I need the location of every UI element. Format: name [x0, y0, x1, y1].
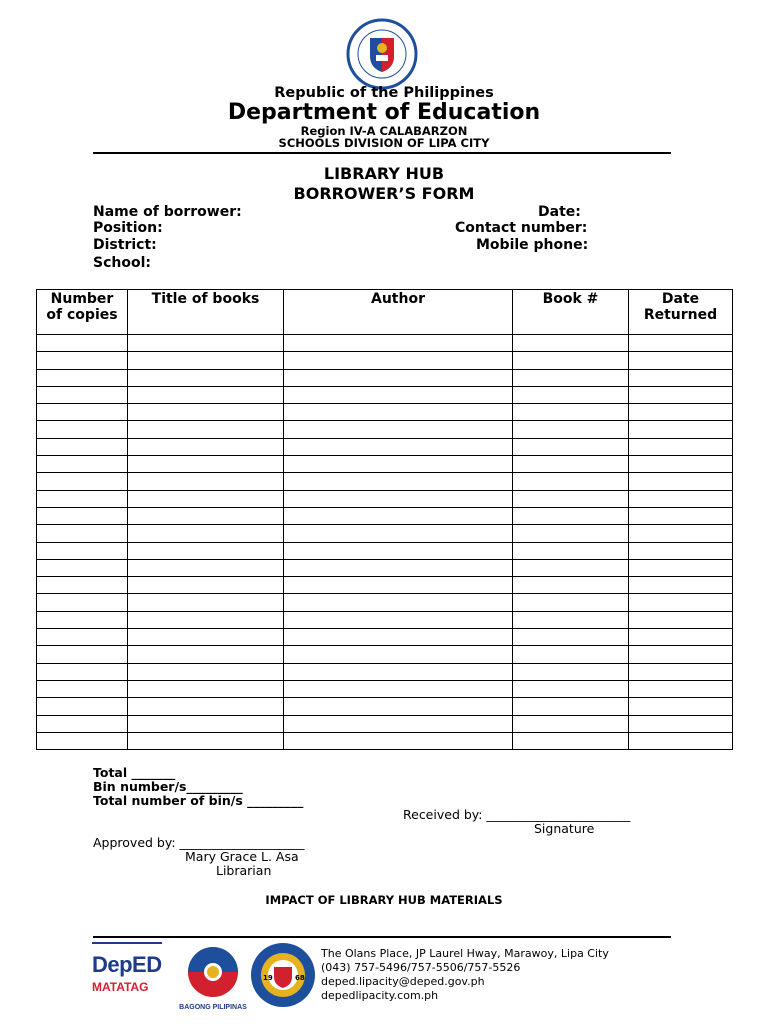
field-contact-number: Contact number: — [455, 220, 588, 236]
table-cell — [37, 594, 128, 611]
division-seal-logo — [250, 942, 316, 1008]
table-cell — [284, 490, 513, 507]
table-cell — [513, 421, 629, 438]
table-cell — [513, 473, 629, 490]
table-cell — [37, 525, 128, 542]
table-cell — [629, 577, 733, 594]
table-cell — [284, 525, 513, 542]
table-row — [37, 352, 733, 369]
table-cell — [284, 680, 513, 697]
table-cell — [629, 715, 733, 732]
table-cell — [513, 386, 629, 403]
deped-logo-text: DepED — [92, 952, 162, 977]
table-cell — [284, 507, 513, 524]
table-cell — [37, 369, 128, 386]
table-cell — [128, 438, 284, 455]
table-cell — [629, 698, 733, 715]
table-row — [37, 369, 733, 386]
table-cell — [37, 646, 128, 663]
table-cell — [513, 525, 629, 542]
table-row — [37, 611, 733, 628]
table-cell — [629, 611, 733, 628]
table-cell — [128, 542, 284, 559]
table-cell — [37, 629, 128, 646]
department-title: Department of Education — [227, 100, 541, 125]
table-cell — [513, 577, 629, 594]
table-cell — [629, 663, 733, 680]
table-cell — [629, 680, 733, 697]
table-cell — [37, 456, 128, 473]
col-author: Author — [284, 290, 513, 335]
table-cell — [284, 629, 513, 646]
borrowed-books-table — [36, 289, 733, 750]
table-row — [37, 594, 733, 611]
table-cell — [629, 421, 733, 438]
table-cell — [513, 732, 629, 749]
table-row — [37, 456, 733, 473]
table-cell — [513, 698, 629, 715]
table-cell — [629, 646, 733, 663]
total-line: Total _______ — [93, 765, 176, 780]
table-cell — [37, 732, 128, 749]
footer-website: depedlipacity.com.ph — [321, 989, 439, 1002]
table-cell — [629, 490, 733, 507]
footer-address: The Olans Place, JP Laurel Hway, Marawoy, Lipa City — [321, 947, 609, 960]
table-cell — [37, 490, 128, 507]
table-cell — [37, 542, 128, 559]
table-cell — [513, 404, 629, 421]
table-cell — [37, 404, 128, 421]
table-row — [37, 646, 733, 663]
table-header-row — [37, 290, 733, 335]
table-cell — [284, 473, 513, 490]
matatag-logo-text: MATATAG — [92, 980, 149, 994]
table-row — [37, 490, 733, 507]
table-row — [37, 732, 733, 749]
table-cell — [513, 663, 629, 680]
table-cell — [513, 438, 629, 455]
table-cell — [128, 490, 284, 507]
table-cell — [128, 456, 284, 473]
table-cell — [629, 386, 733, 403]
table-cell — [128, 663, 284, 680]
table-cell — [128, 335, 284, 352]
table-cell — [284, 456, 513, 473]
table-cell — [513, 507, 629, 524]
table-row — [37, 525, 733, 542]
table-cell — [629, 559, 733, 576]
field-date: Date: — [538, 204, 581, 220]
table-cell — [513, 559, 629, 576]
table-cell — [629, 335, 733, 352]
table-cell — [128, 352, 284, 369]
table-cell — [513, 542, 629, 559]
table-cell — [284, 352, 513, 369]
table-cell — [128, 680, 284, 697]
table-cell — [629, 525, 733, 542]
table-cell — [513, 352, 629, 369]
table-cell — [629, 473, 733, 490]
table-row — [37, 542, 733, 559]
bagong-pilipinas-text: BAGONG PILIPINAS — [179, 1004, 247, 1011]
table-cell — [513, 629, 629, 646]
table-cell — [629, 456, 733, 473]
table-row — [37, 421, 733, 438]
table-cell — [128, 421, 284, 438]
seal-year-right: 68 — [295, 974, 305, 982]
table-cell — [629, 732, 733, 749]
table-cell — [513, 715, 629, 732]
table-cell — [128, 715, 284, 732]
table-row — [37, 438, 733, 455]
librarian-title: Librarian — [216, 863, 272, 878]
table-cell — [284, 404, 513, 421]
table-cell — [513, 594, 629, 611]
table-cell — [513, 335, 629, 352]
table-cell — [128, 732, 284, 749]
col-title-of-books: Title of books — [128, 290, 284, 335]
table-row — [37, 680, 733, 697]
seal-year-left: 19 — [263, 974, 273, 982]
form-title-2: BORROWER’S FORM — [293, 184, 475, 203]
table-row — [37, 473, 733, 490]
table-cell — [629, 352, 733, 369]
table-cell — [128, 386, 284, 403]
bin-number-line: Bin number/s_________ — [93, 779, 243, 794]
table-cell — [128, 525, 284, 542]
table-cell — [128, 629, 284, 646]
table-cell — [629, 369, 733, 386]
footer-rule-top — [93, 936, 671, 938]
table-cell — [629, 507, 733, 524]
table-cell — [629, 404, 733, 421]
table-cell — [284, 421, 513, 438]
col-book-number: Book # — [513, 290, 629, 335]
table-row — [37, 404, 733, 421]
table-cell — [513, 680, 629, 697]
table-cell — [37, 698, 128, 715]
table-cell — [284, 438, 513, 455]
approved-by-line: Approved by: ____________________ — [93, 835, 305, 850]
received-by-line: Received by: _______________________ — [403, 807, 631, 822]
librarian-name: Mary Grace L. Asa — [185, 849, 299, 864]
field-mobile-phone: Mobile phone: — [476, 237, 589, 253]
table-cell — [128, 594, 284, 611]
table-row — [37, 559, 733, 576]
table-cell — [37, 421, 128, 438]
table-cell — [128, 611, 284, 628]
field-position: Position: — [93, 220, 163, 236]
table-row — [37, 386, 733, 403]
table-row — [37, 715, 733, 732]
table-cell — [284, 646, 513, 663]
table-cell — [513, 646, 629, 663]
table-cell — [128, 473, 284, 490]
table-row — [37, 577, 733, 594]
table-cell — [629, 629, 733, 646]
col-number-of-copies: Number of copies — [37, 290, 128, 335]
table-cell — [128, 577, 284, 594]
table-cell — [128, 559, 284, 576]
table-row — [37, 629, 733, 646]
table-cell — [284, 663, 513, 680]
table-cell — [284, 386, 513, 403]
field-name-of-borrower: Name of borrower: — [93, 204, 242, 220]
table-cell — [37, 577, 128, 594]
table-body — [37, 335, 733, 750]
table-cell — [37, 680, 128, 697]
table-cell — [128, 646, 284, 663]
table-cell — [284, 611, 513, 628]
table-cell — [128, 369, 284, 386]
impact-heading: IMPACT OF LIBRARY HUB MATERIALS — [265, 893, 503, 907]
table-cell — [629, 438, 733, 455]
table-cell — [629, 594, 733, 611]
table-cell — [37, 386, 128, 403]
table-row — [37, 663, 733, 680]
signature-label: Signature — [534, 821, 595, 836]
table-cell — [284, 698, 513, 715]
table-cell — [284, 715, 513, 732]
division-line: SCHOOLS DIVISION OF LIPA CITY — [278, 136, 490, 150]
total-bins-line: Total number of bin/s _________ — [93, 793, 304, 808]
table-cell — [37, 473, 128, 490]
table-cell — [513, 369, 629, 386]
table-cell — [513, 490, 629, 507]
table-row — [37, 507, 733, 524]
table-cell — [629, 542, 733, 559]
table-cell — [37, 352, 128, 369]
table-cell — [284, 335, 513, 352]
deped-matatag-logo — [92, 942, 167, 1006]
table-cell — [37, 663, 128, 680]
footer-phone: (043) 757-5496/757-5506/757-5526 — [321, 961, 521, 974]
republic-line: Republic of the Philippines — [274, 85, 494, 101]
table-cell — [37, 715, 128, 732]
table-cell — [37, 507, 128, 524]
table-cell — [37, 438, 128, 455]
deped-seal-logo — [340, 18, 424, 90]
header-rule — [93, 152, 671, 154]
table-cell — [37, 611, 128, 628]
table-cell — [284, 732, 513, 749]
table-cell — [37, 335, 128, 352]
footer-email: deped.lipacity@deped.gov.ph — [321, 975, 485, 988]
col-date-returned: Date Returned — [629, 290, 733, 335]
field-district: District: — [93, 237, 157, 253]
table-cell — [284, 594, 513, 611]
table-cell — [513, 611, 629, 628]
table-cell — [284, 577, 513, 594]
table-cell — [513, 456, 629, 473]
table-row — [37, 698, 733, 715]
table-cell — [284, 369, 513, 386]
table-cell — [128, 698, 284, 715]
table-cell — [128, 404, 284, 421]
table-cell — [128, 507, 284, 524]
region-line: Region IV-A CALABARZON — [300, 124, 468, 138]
bagong-pilipinas-logo — [178, 946, 248, 1010]
form-title-1: LIBRARY HUB — [323, 164, 445, 183]
table-cell — [37, 559, 128, 576]
table-row — [37, 335, 733, 352]
table-cell — [284, 542, 513, 559]
table-cell — [284, 559, 513, 576]
field-school: School: — [93, 255, 151, 271]
